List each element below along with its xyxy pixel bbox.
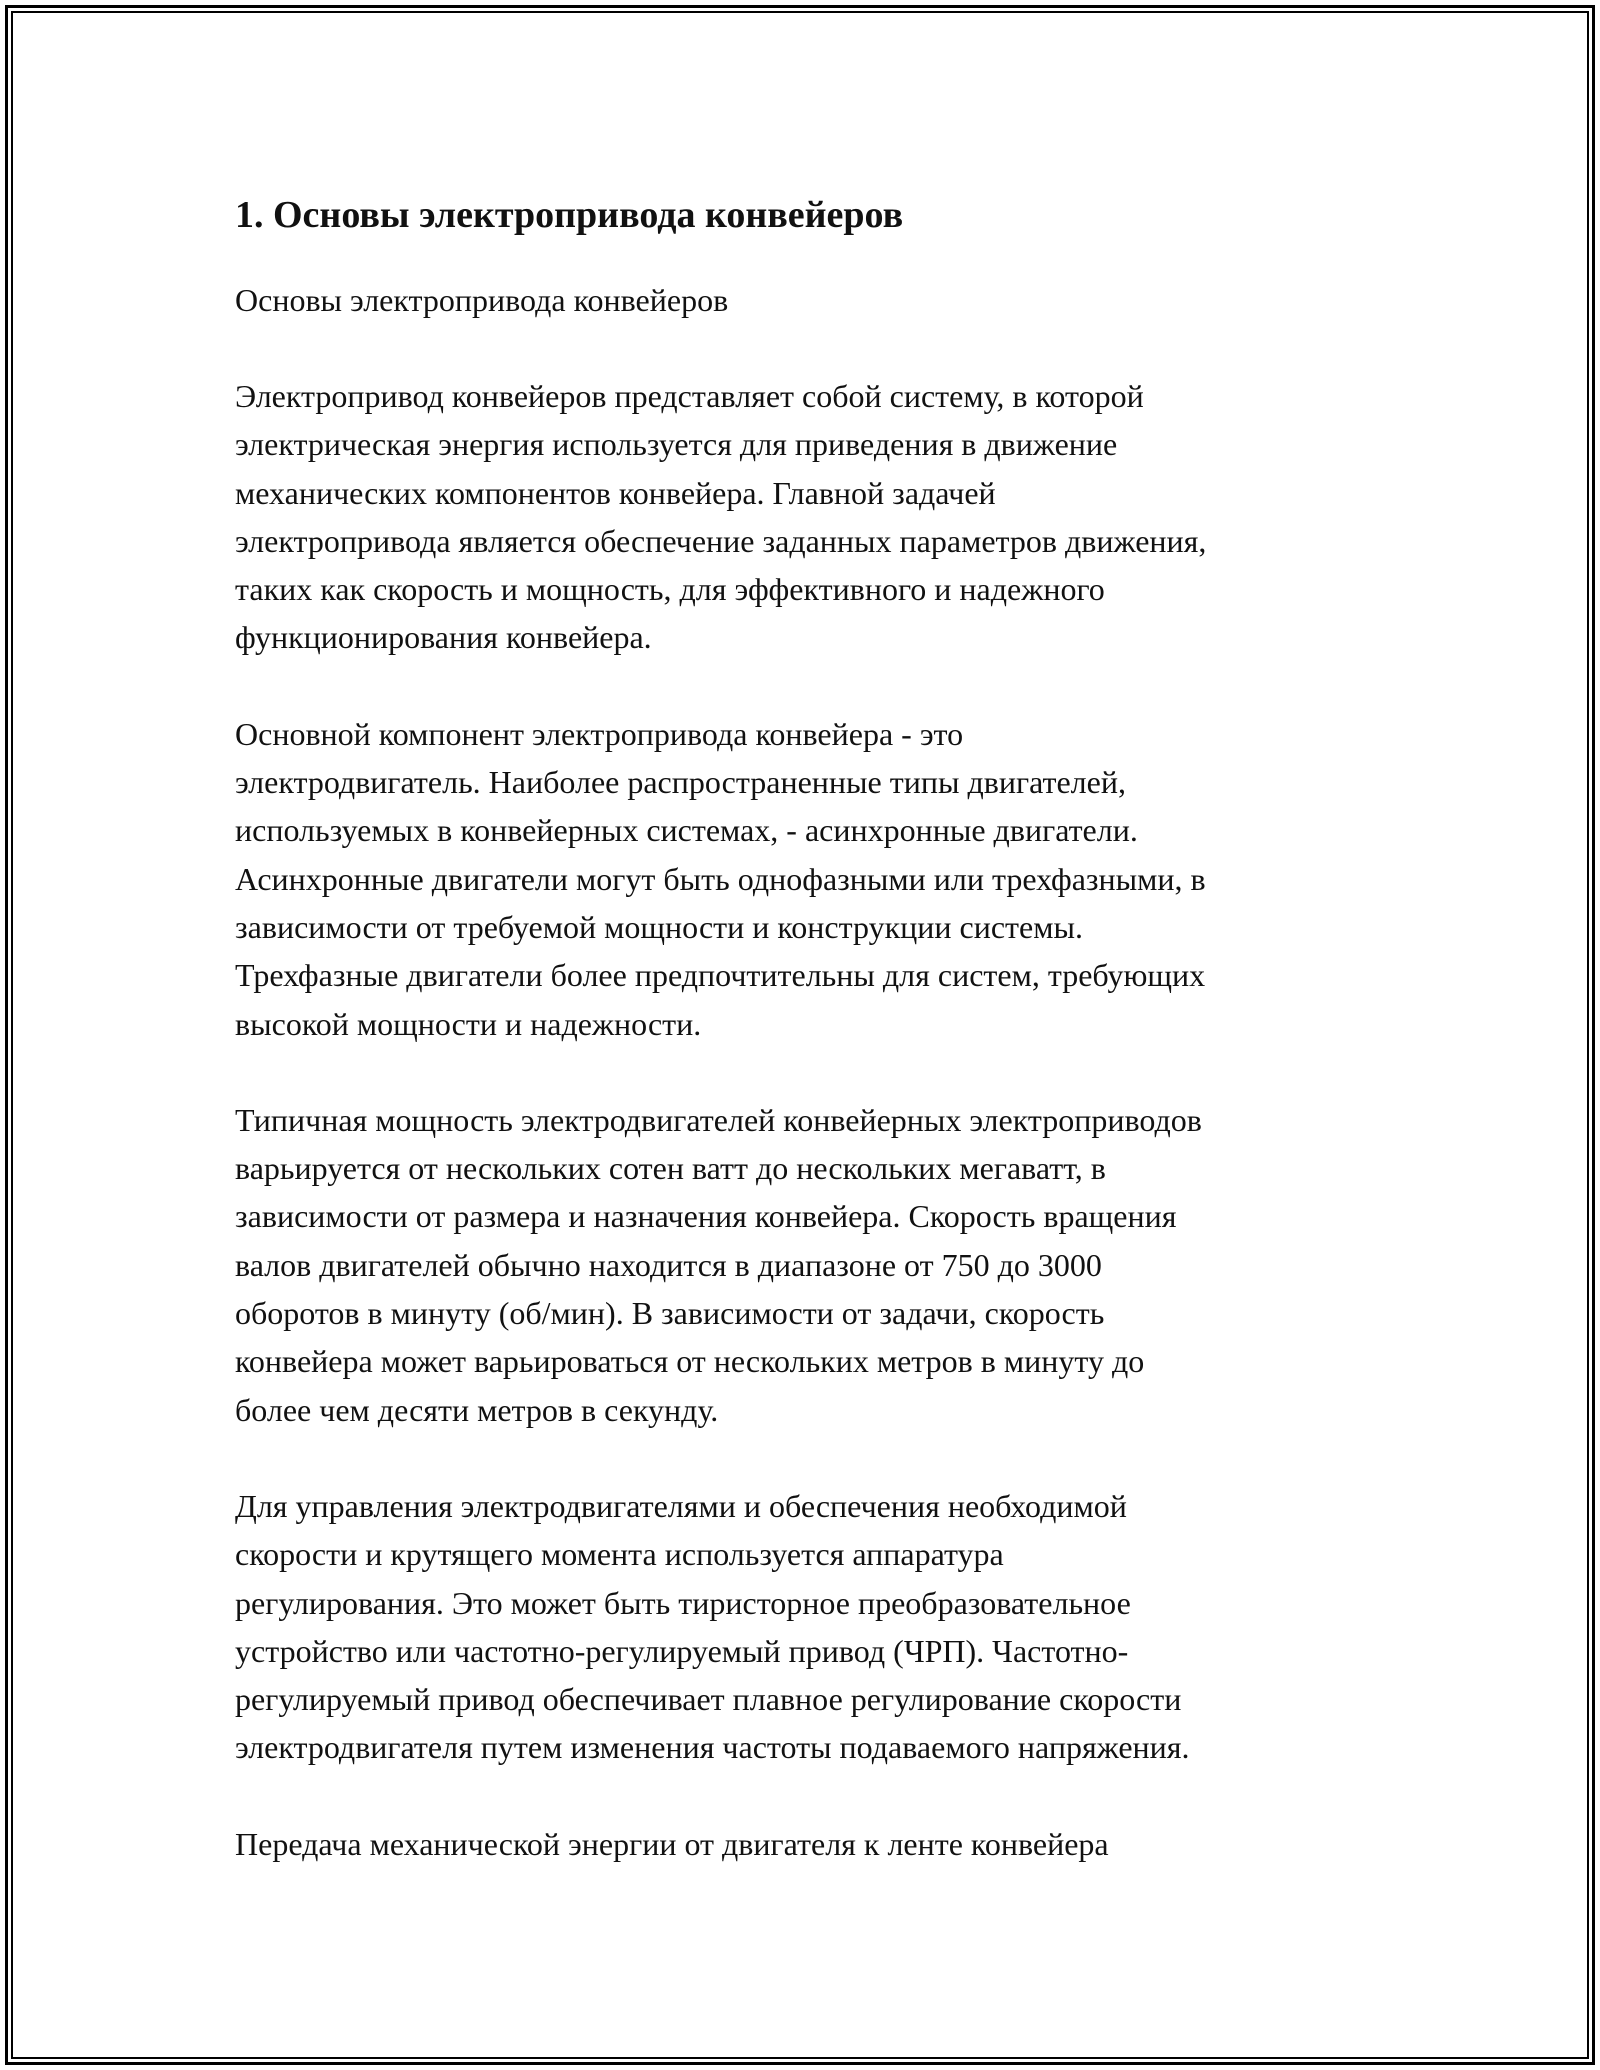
- paragraph-control: Для управления электродвигателями и обеспечения необходимой скорости и крутящего момента используется аппаратура регулирования. Это может быть тиристорное преобразовательное устройство или частотно-регулируемый привод (ЧРП). Частотно- регулируемый привод обеспечивает плавное регулирование скорости электродвигателя путем изменения частоты подаваемого напряжения.: [235, 1487, 1190, 1766]
- document-title: 1. Основы электропривода конвейеров: [235, 194, 904, 236]
- paragraph-power-speed: Типичная мощность электродвигателей конвейерных электроприводов варьируется от нескольких сотен ватт до нескольких мегаватт, в зависимости от размера и назначения конвейера. Скорость вращения валов двигателей обычно находится в диапазоне от 750 до 3000 оборотов в минуту (об/мин). В зависимости от задачи, скорость конвейера может варьироваться от нескольких метров в минуту до более чем десяти метров в секунду.: [235, 1101, 1202, 1428]
- paragraph-motor: Основной компонент электропривода конвейера - это электродвигатель. Наиболее распространенные типы двигателей, используемых в конвейерных системах, - асинхронные двигатели. Асинхронные двигатели могут быть однофазными или трехфазными, в зависимости от требуемой мощности и конструкции системы. Трехфазные двигатели более предпочтительны для систем, требующих высокой мощности и надежности.: [235, 715, 1206, 1042]
- paragraph-transmission: Передача механической энергии от двигателя к ленте конвейера: [235, 1825, 1109, 1862]
- document-body: [235, 188, 1375, 1916]
- paragraph-intro: Электропривод конвейеров представляет собой систему, в которой электрическая энергия используется для приведения в движение механических компонентов конвейера. Главной задачей электропривода является обеспечение заданных параметров движения, таких как скорость и мощность, для эффективного и надежного функционирования конвейера.: [235, 378, 1207, 656]
- document-subtitle: Основы электропривода конвейеров: [235, 282, 729, 318]
